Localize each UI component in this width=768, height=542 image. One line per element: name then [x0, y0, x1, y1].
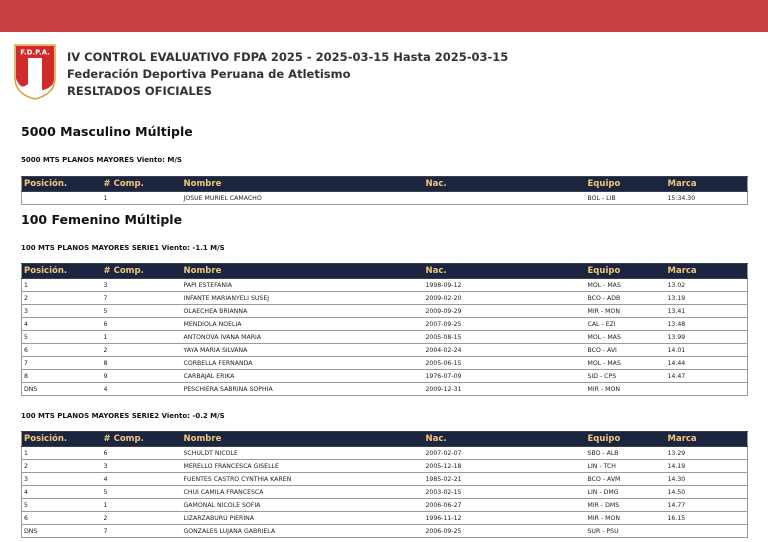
col-header-position: Posición.: [22, 264, 102, 279]
col-header-birth: Nac.: [424, 432, 586, 447]
cell-birth-date: 2005-08-15: [424, 331, 586, 344]
cell-comp-number: 2: [102, 344, 182, 357]
section-title: 5000 Masculino Múltiple: [21, 124, 193, 139]
col-header-mark: Marca: [666, 432, 748, 447]
cell-position: 2: [22, 292, 102, 305]
logo-text: F.D.P.A.: [20, 48, 50, 57]
cell-mark: 16.15: [666, 512, 748, 525]
cell-athlete-name: GONZALES LUJANA GABRIELA: [182, 525, 424, 538]
cell-birth-date: 2005-06-15: [424, 357, 586, 370]
cell-athlete-name: SCHULDT NICOLE: [182, 447, 424, 460]
cell-athlete-name: MENDIOLA NOELIA: [182, 318, 424, 331]
cell-athlete-name: CHUI CAMILA FRANCESCA: [182, 486, 424, 499]
cell-comp-number: 6: [102, 318, 182, 331]
cell-comp-number: 4: [102, 383, 182, 396]
table-row: [22, 447, 748, 460]
cell-athlete-name: JOSUE MURIEL CAMACHO: [182, 192, 424, 205]
cell-mark: 14.30: [666, 473, 748, 486]
cell-birth-date: 1985-02-21: [424, 473, 586, 486]
cell-comp-number: 5: [102, 305, 182, 318]
section-title: 100 Femenino Múltiple: [21, 212, 183, 227]
fdpa-logo: [14, 44, 56, 100]
cell-position: 1: [22, 447, 102, 460]
cell-mark: [666, 525, 748, 538]
cell-position: 1: [22, 279, 102, 292]
cell-team: MOL - MAS: [586, 331, 666, 344]
cell-mark: 14.47: [666, 370, 748, 383]
table-row: [22, 192, 748, 205]
cell-mark: 13.41: [666, 305, 748, 318]
cell-athlete-name: CORBELLA FERNANDA: [182, 357, 424, 370]
col-header-position: Posición.: [22, 432, 102, 447]
cell-position: 8: [22, 370, 102, 383]
table-row: [22, 512, 748, 525]
cell-team: MIR - DMS: [586, 499, 666, 512]
cell-team: MIR - MON: [586, 383, 666, 396]
cell-mark: 14.77: [666, 499, 748, 512]
event-subtitle: 5000 MTS PLANOS MAYORES Viento: M/S: [21, 156, 182, 164]
table-row: [22, 383, 748, 396]
event-subtitle: 100 MTS PLANOS MAYORES SERIE1 Viento: -1.1 M/S: [21, 244, 225, 252]
table-row: [22, 344, 748, 357]
cell-position: DNS: [22, 525, 102, 538]
col-header-birth: Nac.: [424, 177, 586, 192]
col-header-position: Posición.: [22, 177, 102, 192]
cell-birth-date: 2007-02-07: [424, 447, 586, 460]
cell-comp-number: 1: [102, 499, 182, 512]
cell-athlete-name: FUENTES CASTRO CYNTHIA KAREN: [182, 473, 424, 486]
cell-athlete-name: PAPI ESTEFANIA: [182, 279, 424, 292]
table-row: [22, 473, 748, 486]
cell-comp-number: 7: [102, 525, 182, 538]
col-header-mark: Marca: [666, 177, 748, 192]
cell-position: 6: [22, 344, 102, 357]
cell-comp-number: 1: [102, 331, 182, 344]
cell-position: 5: [22, 499, 102, 512]
cell-birth-date: 2009-09-29: [424, 305, 586, 318]
results-table: [21, 176, 748, 205]
cell-comp-number: 3: [102, 460, 182, 473]
cell-athlete-name: OLAECHEA BRIANNA: [182, 305, 424, 318]
table-row: [22, 370, 748, 383]
cell-team: LIN - DMG: [586, 486, 666, 499]
cell-comp-number: 7: [102, 292, 182, 305]
cell-team: SBO - ALB: [586, 447, 666, 460]
cell-athlete-name: CARBAJAL ERIKA: [182, 370, 424, 383]
cell-mark: 13.48: [666, 318, 748, 331]
cell-position: 3: [22, 473, 102, 486]
cell-mark: 15:34.30: [666, 192, 748, 205]
table-row: [22, 486, 748, 499]
results-table: [21, 431, 748, 538]
col-header-name: Nombre: [182, 264, 424, 279]
cell-comp-number: 4: [102, 473, 182, 486]
col-header-comp: # Comp.: [102, 177, 182, 192]
table-row: [22, 525, 748, 538]
cell-birth-date: [424, 192, 586, 205]
cell-birth-date: 2005-12-18: [424, 460, 586, 473]
results-table: [21, 263, 748, 396]
cell-team: MIR - MON: [586, 305, 666, 318]
table-row: [22, 499, 748, 512]
cell-position: 7: [22, 357, 102, 370]
cell-position: 4: [22, 486, 102, 499]
cell-birth-date: 2006-06-27: [424, 499, 586, 512]
cell-athlete-name: MERELLO FRANCESCA GISELLE: [182, 460, 424, 473]
cell-mark: [666, 383, 748, 396]
cell-birth-date: 2009-12-31: [424, 383, 586, 396]
table-row: [22, 305, 748, 318]
cell-birth-date: 1996-11-12: [424, 512, 586, 525]
cell-position: 4: [22, 318, 102, 331]
cell-mark: 14.01: [666, 344, 748, 357]
cell-birth-date: 2006-09-25: [424, 525, 586, 538]
cell-team: MOL - MAS: [586, 279, 666, 292]
cell-mark: 13.99: [666, 331, 748, 344]
table-row: [22, 331, 748, 344]
table-row: [22, 279, 748, 292]
cell-position: 5: [22, 331, 102, 344]
cell-mark: 14.44: [666, 357, 748, 370]
table-row: [22, 318, 748, 331]
cell-team: SUR - PSU: [586, 525, 666, 538]
cell-birth-date: 2004-02-24: [424, 344, 586, 357]
cell-position: 3: [22, 305, 102, 318]
results-subtitle: RESLTADOS OFICIALES: [67, 84, 212, 98]
cell-team: SID - CPS: [586, 370, 666, 383]
cell-position: 6: [22, 512, 102, 525]
cell-comp-number: 6: [102, 447, 182, 460]
cell-position: DNS: [22, 383, 102, 396]
cell-comp-number: 2: [102, 512, 182, 525]
cell-mark: 13.19: [666, 292, 748, 305]
cell-athlete-name: INFANTE MARIANYELI SUSEJ: [182, 292, 424, 305]
col-header-comp: # Comp.: [102, 264, 182, 279]
cell-position: [22, 192, 102, 205]
cell-birth-date: 2003-02-15: [424, 486, 586, 499]
table-row: [22, 460, 748, 473]
cell-athlete-name: GAMONAL NICOLE SOFIA: [182, 499, 424, 512]
cell-team: MIR - MON: [586, 512, 666, 525]
top-color-bar: [0, 0, 768, 32]
cell-comp-number: 5: [102, 486, 182, 499]
document-header: [67, 49, 508, 100]
cell-mark: 14.50: [666, 486, 748, 499]
competition-title: IV CONTROL EVALUATIVO FDPA 2025 - 2025-03-15 Hasta 2025-03-15: [67, 50, 509, 64]
cell-birth-date: 2009-02-20: [424, 292, 586, 305]
col-header-name: Nombre: [182, 177, 424, 192]
col-header-team: Equipo: [586, 432, 666, 447]
event-subtitle: 100 MTS PLANOS MAYORES SERIE2 Viento: -0.2 M/S: [21, 412, 225, 420]
cell-comp-number: 8: [102, 357, 182, 370]
cell-athlete-name: LIZARZABURU PIERINA: [182, 512, 424, 525]
cell-comp-number: 9: [102, 370, 182, 383]
cell-comp-number: 1: [102, 192, 182, 205]
cell-team: CAL - EZI: [586, 318, 666, 331]
cell-team: BCO - AVI: [586, 344, 666, 357]
col-header-name: Nombre: [182, 432, 424, 447]
cell-team: LIN - TCH: [586, 460, 666, 473]
cell-athlete-name: PESCHIERA SABRINA SOPHIA: [182, 383, 424, 396]
table-row: [22, 357, 748, 370]
table-header-row: [22, 432, 748, 447]
col-header-comp: # Comp.: [102, 432, 182, 447]
col-header-mark: Marca: [666, 264, 748, 279]
col-header-team: Equipo: [586, 264, 666, 279]
table-header-row: [22, 264, 748, 279]
cell-team: MOL - MAS: [586, 357, 666, 370]
cell-position: 2: [22, 460, 102, 473]
cell-team: BCO - ADB: [586, 292, 666, 305]
cell-athlete-name: ANTONOVA IVANA MARIA: [182, 331, 424, 344]
cell-comp-number: 3: [102, 279, 182, 292]
cell-mark: 13.29: [666, 447, 748, 460]
table-row: [22, 292, 748, 305]
cell-mark: 14.19: [666, 460, 748, 473]
col-header-birth: Nac.: [424, 264, 586, 279]
cell-birth-date: 1998-09-12: [424, 279, 586, 292]
cell-mark: 13.02: [666, 279, 748, 292]
federation-name: Federación Deportiva Peruana de Atletismo: [67, 67, 351, 81]
cell-team: BCO - AVM: [586, 473, 666, 486]
table-header-row: [22, 177, 748, 192]
cell-team: BOL - LIB: [586, 192, 666, 205]
cell-athlete-name: YAYA MARIA SILVANA: [182, 344, 424, 357]
col-header-team: Equipo: [586, 177, 666, 192]
cell-birth-date: 1976-07-09: [424, 370, 586, 383]
cell-birth-date: 2007-09-25: [424, 318, 586, 331]
